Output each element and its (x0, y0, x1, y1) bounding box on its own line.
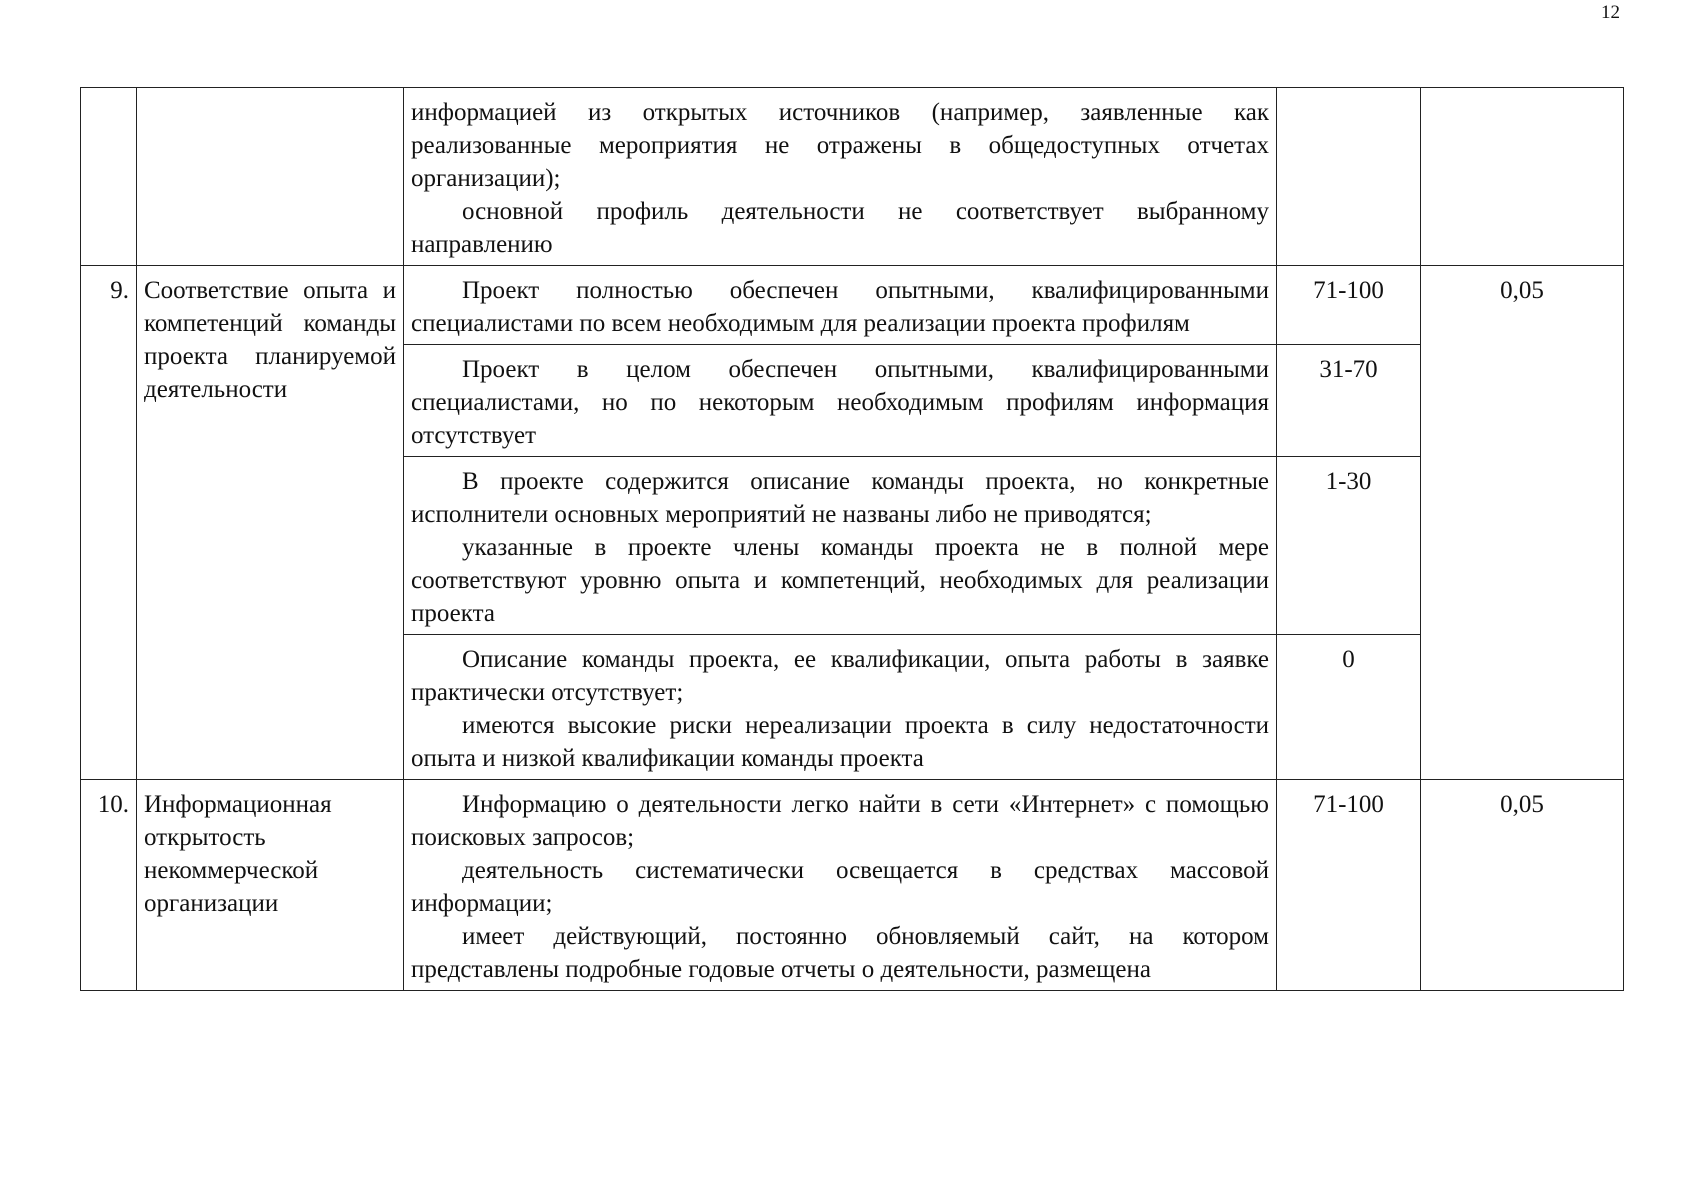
table-row (81, 88, 1624, 266)
weight-cell (1421, 88, 1624, 266)
criterion-number-cell (81, 88, 137, 266)
description-paragraph: Описание команды проекта, ее квалификации, опыта работы в заявке практически отсутствует; (411, 646, 1269, 706)
score-range: 1-30 (1277, 457, 1421, 635)
criterion-name-cell (137, 88, 404, 266)
description-paragraph: основной профиль деятельности не соответствует выбранному направлению (411, 198, 1269, 258)
score-cell (1277, 88, 1421, 266)
description-paragraph: Проект в целом обеспечен опытными, квалифицированными специалистами, но по некоторым необходимым профилям информация отсутствует (411, 356, 1269, 449)
description-paragraph: Проект полностью обеспечен опытными, квалифицированными специалистами по всем необходимым для реализации проекта профилям (411, 277, 1269, 337)
criterion-description-cell (404, 635, 1277, 780)
score-range: 71-100 (1277, 266, 1421, 345)
page-number: 12 (1601, 2, 1620, 23)
description-paragraph: В проекте содержится описание команды проекта, но конкретные исполнители основных мероприятий не названы либо не приводятся; (411, 468, 1269, 528)
criterion-number: 10. (81, 780, 137, 991)
description-paragraph: имеются высокие риски нереализации проекта в силу недостаточности опыта и низкой квалификации команды проекта (411, 712, 1269, 772)
criteria-table (80, 87, 1624, 991)
table-row (81, 266, 1624, 345)
description-paragraph: имеет действующий, постоянно обновляемый сайт, на котором представлены подробные годовые отчеты о деятельности, размещена (411, 923, 1269, 983)
description-paragraph: информацией из открытых источников (например, заявленные как реализованные мероприятия не отражены в общедоступных отчетах организации); (411, 99, 1269, 192)
criterion-description-cell (404, 345, 1277, 457)
criterion-name: Информационная открытость некоммерческой организации (137, 780, 404, 991)
score-range: 0 (1277, 635, 1421, 780)
criterion-description-cell (404, 457, 1277, 635)
criterion-description-cell (404, 266, 1277, 345)
description-paragraph: указанные в проекте члены команды проекта не в полной мере соответствуют уровню опыта и компетенций, необходимых для реализации проекта (411, 534, 1269, 627)
description-paragraph: деятельность систематически освещается в средствах массовой информации; (411, 857, 1269, 917)
criterion-number: 9. (81, 266, 137, 780)
description-paragraph: Информацию о деятельности легко найти в сети «Интернет» с помощью поисковых запросов; (411, 791, 1269, 851)
criterion-name: Соответствие опыта и компетенций команды проекта планируемой деятельности (137, 266, 404, 780)
weight-value: 0,05 (1421, 266, 1624, 780)
criterion-description-cell (404, 780, 1277, 991)
weight-value: 0,05 (1421, 780, 1624, 991)
table-row (81, 780, 1624, 991)
score-range: 31-70 (1277, 345, 1421, 457)
score-range: 71-100 (1277, 780, 1421, 991)
criterion-description-cell (404, 88, 1277, 266)
